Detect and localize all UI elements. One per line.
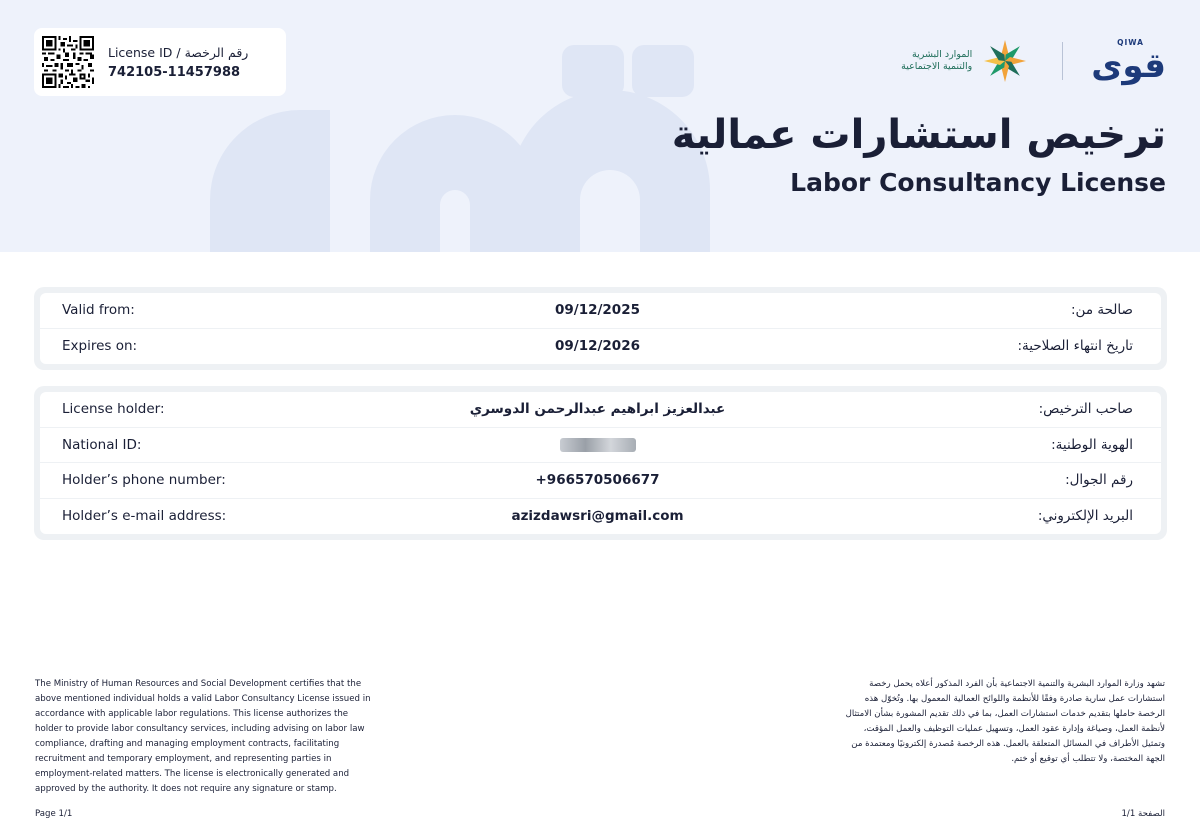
logo-divider — [1062, 42, 1063, 80]
logos-group — [901, 36, 1166, 86]
row-value — [402, 437, 793, 453]
footer-en-line: recruitment and temporary employment, and representing parties in — [35, 754, 332, 764]
footer-ar-line: استشارات عمل سارية صادرة وفقًا للأنظمة واللوائح العمالية المعمول بها. وتُخوّل هذه — [864, 694, 1165, 704]
row-label-en: Holder’s phone number: — [62, 472, 226, 489]
footer-en-line: employment-related matters. The license is electronically generated and — [35, 769, 350, 779]
row-value: +966570506677 — [535, 472, 660, 489]
footer-en-line: approved by the authority. It does not require any signature or stamp. — [35, 784, 337, 794]
row-label-en: Holder’s e-mail address: — [62, 508, 227, 525]
hrsd-star-icon — [976, 38, 1034, 84]
row-value: عبدالعزيز ابراهيم عبدالرحمن الدوسري — [469, 401, 726, 418]
footer-en-line: compliance, drafting and managing employment contracts, facilitating — [35, 739, 340, 749]
row-value: 09/12/2026 — [554, 338, 640, 355]
footer-en-line: accordance with applicable labor regulations. This license authorizes the — [35, 709, 349, 719]
certification-text-arabic — [820, 677, 1165, 767]
holder-section — [34, 386, 1167, 540]
holder-row-phone — [40, 463, 1161, 499]
validity-table — [40, 293, 1161, 364]
row-label-ar: الهوية الوطنية: — [1051, 436, 1133, 453]
page-number-arabic: الصفحة 1/1 — [1121, 809, 1165, 819]
hrsd-logo-line2: والتنمية الاجتماعية — [901, 61, 973, 72]
validity-row-expires-on — [40, 329, 1161, 365]
hrsd-logo — [901, 38, 1034, 84]
footer-ar-line: الرخصة حاملها بتقديم خدمات استشارات العمل، بما في ذلك تقديم المشورة بشأن الامتثال — [845, 709, 1165, 719]
qiwa-logo-mark: قوى — [1091, 46, 1166, 86]
holder-row-national-id — [40, 428, 1161, 464]
header-banner — [0, 0, 1200, 252]
row-value: azizdawsri@gmail.com — [511, 508, 684, 525]
title-english: Labor Consultancy License — [790, 168, 1166, 197]
row-label-ar: تاريخ انتهاء الصلاحية: — [1017, 338, 1133, 355]
footer-ar-line: وتمثيل الأطراف في المسائل المتعلقة بالعمل. هذه الرخصة مُصدرة إلكترونيًا ومعتمدة من — [851, 739, 1165, 749]
row-label-en: National ID: — [62, 436, 142, 453]
row-label-en: License holder: — [62, 401, 165, 418]
footer-ar-line: الجهة المختصة، ولا تتطلب أي توقيع أو ختم. — [1011, 754, 1165, 764]
row-label-ar: رقم الجوال: — [1065, 472, 1133, 489]
row-label-en: Expires on: — [62, 338, 138, 355]
footer-en-line: The Ministry of Human Resources and Social Development certifies that the — [35, 679, 362, 689]
validity-row-valid-from — [40, 293, 1161, 329]
qiwa-logo — [1091, 38, 1166, 84]
footer-en-line: holder to provide labor consultancy services, including advising on labor law — [35, 724, 365, 734]
row-label-en: Valid from: — [62, 302, 135, 319]
row-label-ar: البريد الإلكتروني: — [1037, 508, 1133, 525]
qiwa-logo-label: QIWA — [1117, 38, 1144, 47]
footer-ar-line: تشهد وزارة الموارد البشرية والتنمية الاجتماعية بأن الفرد المذكور أعلاه يحمل رخصة — [869, 679, 1165, 689]
certification-text-english — [35, 677, 375, 797]
holder-row-name — [40, 392, 1161, 428]
redacted-national-id — [560, 438, 636, 452]
row-label-ar: صالحة من: — [1071, 302, 1133, 319]
validity-section — [34, 287, 1167, 370]
holder-table — [40, 392, 1161, 534]
title-arabic: ترخيص استشارات عمالية — [671, 112, 1166, 158]
hrsd-logo-line1: الموارد البشرية — [911, 49, 973, 60]
footer-en-line: above mentioned individual holds a valid Labor Consultancy License issued in — [35, 694, 371, 704]
row-value: 09/12/2025 — [554, 302, 640, 319]
license-id-text — [108, 45, 248, 80]
hrsd-logo-text — [901, 49, 972, 73]
row-label-ar: صاحب الترخيص: — [1038, 401, 1133, 418]
qr-code-icon[interactable] — [42, 36, 94, 88]
license-id-label: License ID / رقم الرخصة — [108, 44, 249, 60]
footer-ar-line: لأنظمة العمل، وصياغة وإدارة عقود العمل، وتسهيل عمليات التوظيف والعمل المؤقت، — [863, 724, 1165, 734]
holder-row-email — [40, 499, 1161, 535]
license-id-card — [34, 28, 286, 96]
license-id-number: 742105-11457988 — [108, 64, 241, 80]
page-number-english: Page 1/1 — [35, 809, 73, 819]
